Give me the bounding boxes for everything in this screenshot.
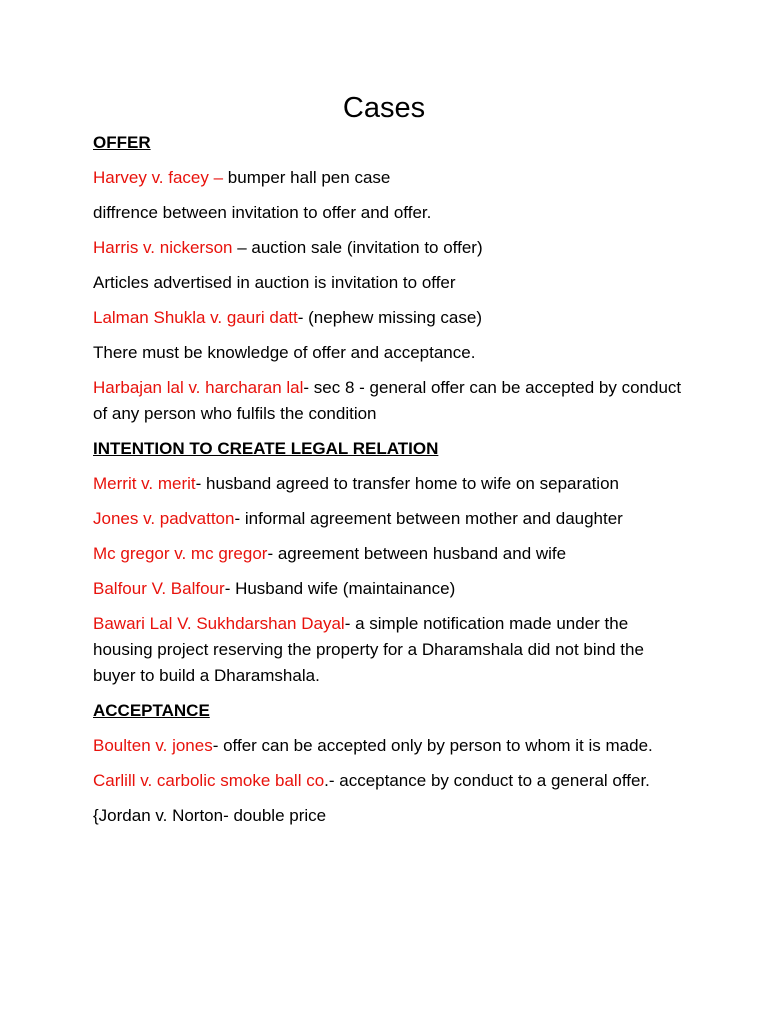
list-item [93,576,683,602]
case-description: bumper hall pen case [223,168,391,187]
case-name: Lalman Shukla v. gauri datt [93,308,298,327]
list-item [93,270,683,296]
list-item [93,235,683,261]
case-description: Articles advertised in auction is invitation to offer [93,273,456,292]
case-name: Harbajan lal v. harcharan lal [93,378,304,397]
case-name: Harris v. nickerson [93,238,233,257]
list-item [93,541,683,567]
case-description: - offer can be accepted only by person to whom it is made. [212,736,653,755]
list-item [93,803,683,829]
list-item [93,200,683,226]
case-description: .- acceptance by conduct to a general offer. [324,771,650,790]
case-description: - informal agreement between mother and daughter [234,509,623,528]
case-description: - Husband wife (maintainance) [224,579,456,598]
case-name: Balfour V. Balfour [93,579,225,598]
document-body [93,130,683,838]
case-description: There must be knowledge of offer and acceptance. [93,343,476,362]
list-item [93,768,683,794]
list-item [93,340,683,366]
section-heading-offer: OFFER [93,133,151,152]
page-title: Cases [342,92,426,124]
case-description: - agreement between husband and wife [267,544,567,563]
case-description: - (nephew missing case) [297,308,482,327]
case-name: Jones v. padvatton [93,509,235,528]
case-description: diffrence between invitation to offer and offer. [93,203,432,222]
case-name: Bawari Lal V. Sukhdarshan Dayal [93,614,345,633]
case-description: – auction sale (invitation to offer) [232,238,483,257]
list-item [93,471,683,497]
list-item [93,611,683,689]
list-item [93,506,683,532]
case-name: Mc gregor v. mc gregor [93,544,268,563]
case-name: Merrit v. merit [93,474,196,493]
case-description: - husband agreed to transfer home to wife on separation [195,474,619,493]
list-item [93,733,683,759]
case-description: {Jordan v. Norton- double price [93,806,327,825]
case-description: - a simple notification made under the housing project reserving the property for a Dharamshala did not bind the buyer to build a Dharamshala. [93,614,644,685]
case-name: Boulten v. jones [93,736,213,755]
section-heading-legal-relation: INTENTION TO CREATE LEGAL RELATION [93,439,439,458]
list-item [93,305,683,331]
case-name: Carlill v. carbolic smoke ball co [93,771,325,790]
case-description: - sec 8 - general offer can be accepted by conduct of any person who fulfils the condition [93,378,682,423]
list-item [93,165,683,191]
list-item [93,375,683,427]
case-name: Harvey v. facey – [93,168,224,187]
section-heading-acceptance: ACCEPTANCE [93,701,210,720]
